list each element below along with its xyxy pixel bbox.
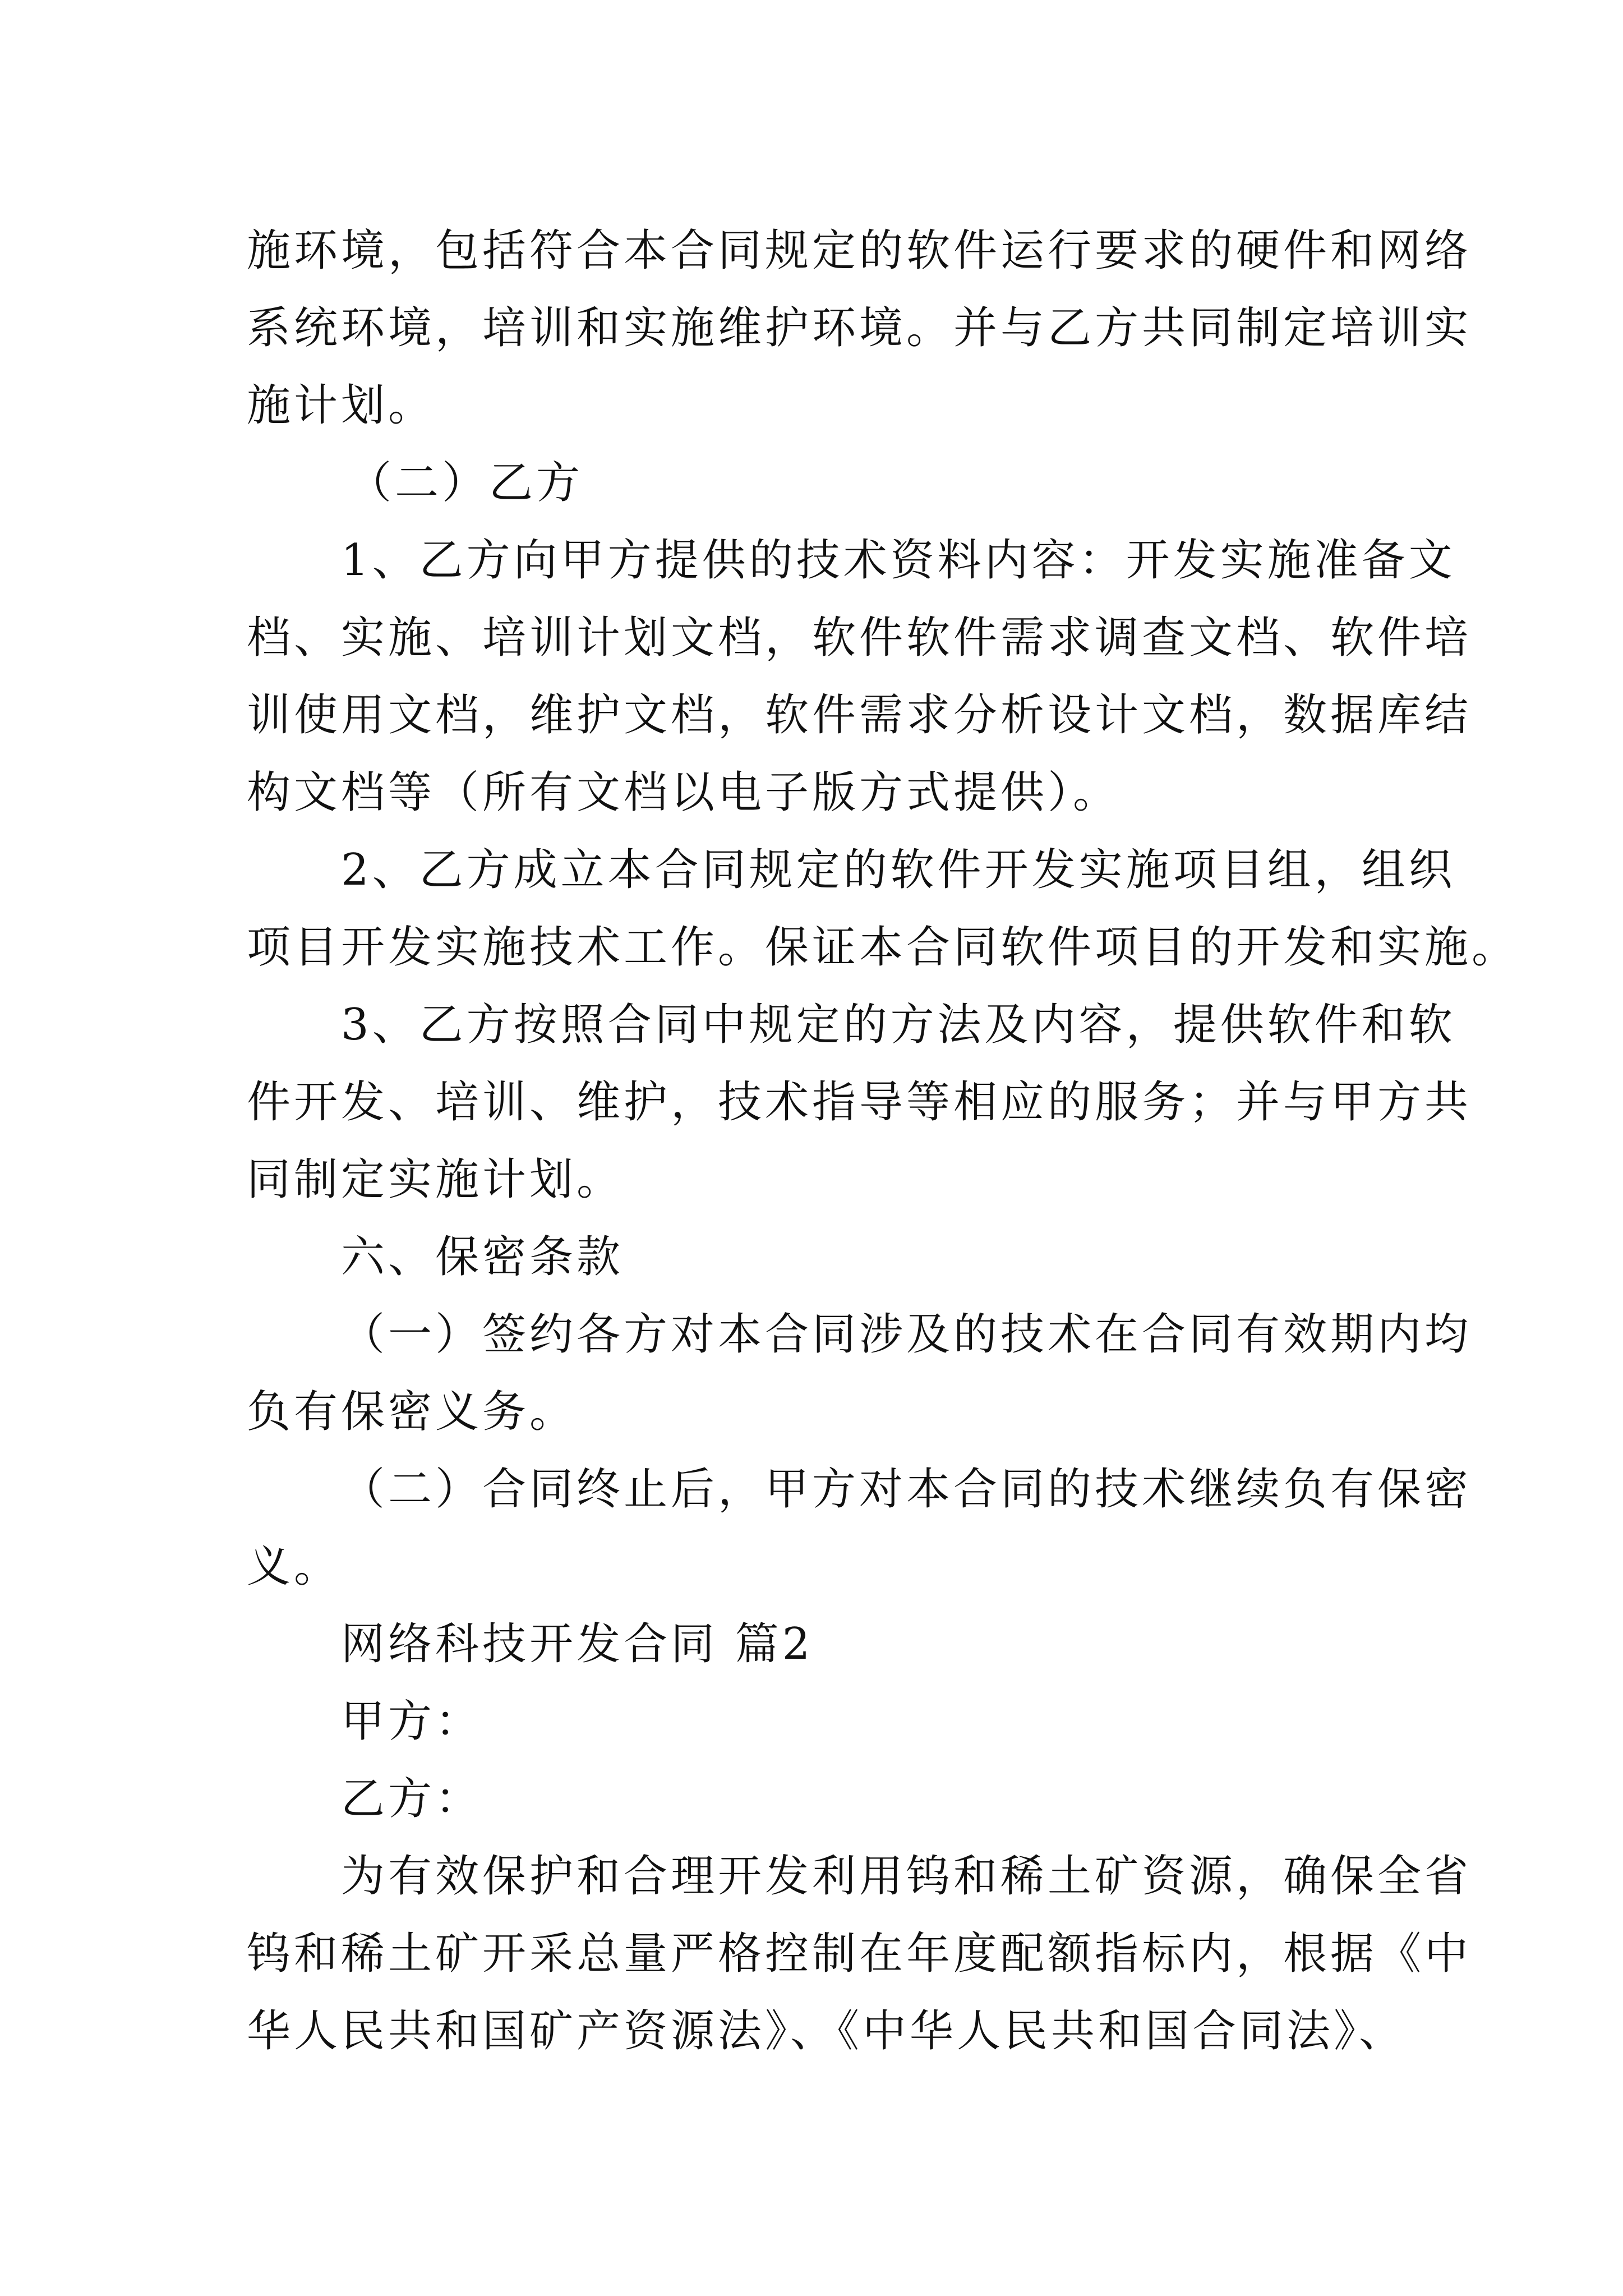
document-body xyxy=(247,212,1519,2070)
section-heading: （二）乙方 xyxy=(348,458,584,508)
text-line: 义。 xyxy=(247,1542,342,1592)
text-line: 同制定实施计划。 xyxy=(247,1154,624,1205)
text-line: 钨和稀土矿开采总量严格控制在年度配额指标内，根据《中 xyxy=(247,1929,1472,1979)
text-line: 训使用文档，维护文档，软件需求分析设计文档，数据库结 xyxy=(247,690,1472,740)
text-line: （二）合同终止后，甲方对本合同的技术继续负有保密 xyxy=(341,1464,1472,1515)
text-line: 项目开发实施技术工作。保证本合同软件项目的开发和实施。 xyxy=(247,922,1519,973)
text-line: （一）签约各方对本合同涉及的技术在合同有效期内均 xyxy=(341,1309,1472,1360)
text-line: 件开发、培训、维护，技术指导等相应的服务；并与甲方共 xyxy=(247,1077,1472,1128)
document-title: 网络科技开发合同 篇2 xyxy=(341,1619,814,1669)
party-b-label: 乙方： xyxy=(341,1774,483,1824)
text-line: 华人民共和国矿产资源法》、《中华人民共和国合同法》、 xyxy=(247,2006,1407,2056)
text-line: 3、乙方按照合同中规定的方法及内容，提供软件和软 xyxy=(341,1000,1456,1050)
text-line: 负有保密义务。 xyxy=(247,1387,577,1437)
text-line: 施计划。 xyxy=(247,380,436,431)
text-line: 构文档等（所有文档以电子版方式提供）。 xyxy=(247,767,1121,818)
text-line: 2、乙方成立本合同规定的软件开发实施项目组，组织 xyxy=(341,845,1456,895)
party-a-label: 甲方： xyxy=(341,1696,483,1747)
text-line: 档、实施、培训计划文档，软件软件需求调查文档、软件培 xyxy=(247,613,1472,663)
text-line: 1、乙方向甲方提供的技术资料内容：开发实施准备文 xyxy=(341,535,1456,586)
section-heading: 六、保密条款 xyxy=(341,1232,624,1282)
text-line: 施环境，包括符合本合同规定的软件运行要求的硬件和网络 xyxy=(247,226,1472,276)
text-line: 为有效保护和合理开发利用钨和稀土矿资源，确保全省 xyxy=(341,1851,1472,1902)
text-line: 系统环境，培训和实施维护环境。并与乙方共同制定培训实 xyxy=(247,303,1472,353)
